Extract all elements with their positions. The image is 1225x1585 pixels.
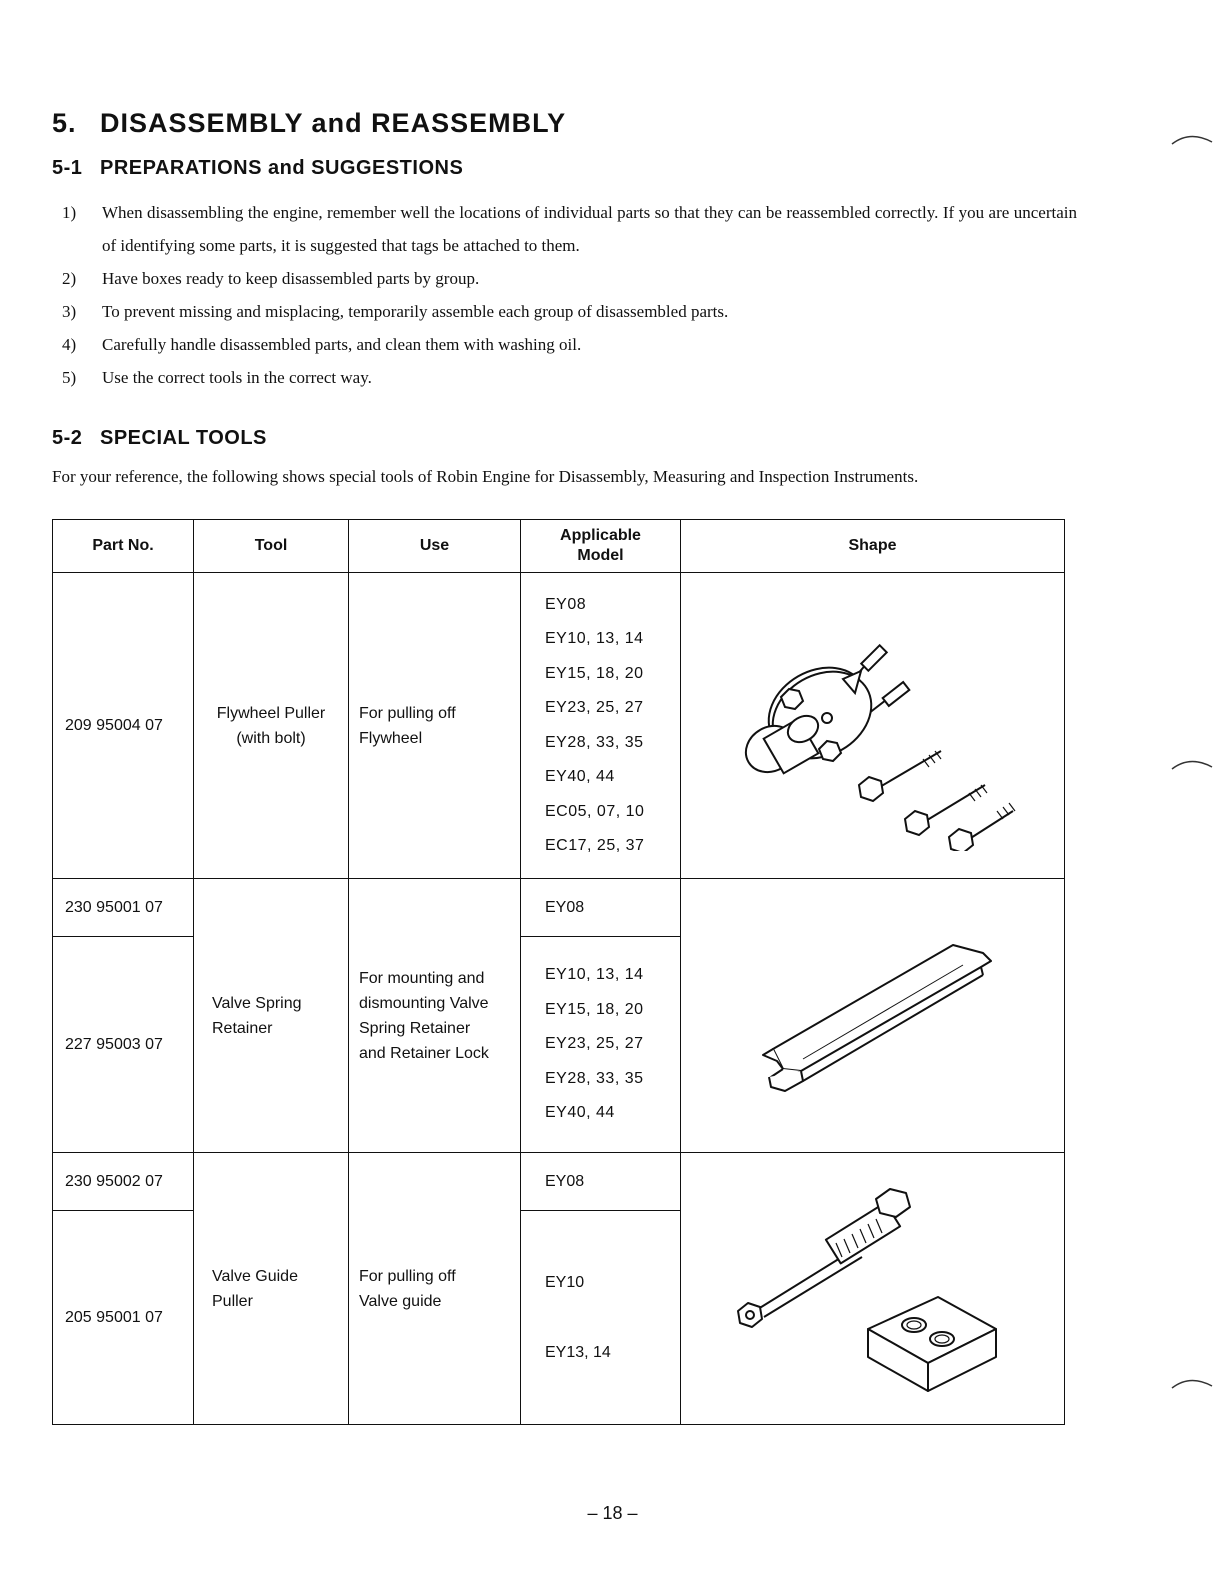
- models-cell: EY08: [521, 1153, 681, 1211]
- table-row: [53, 879, 1065, 937]
- models-cell: EY08: [521, 879, 681, 937]
- flywheel-puller-illustration: [723, 601, 1023, 851]
- models-cell: [521, 1211, 681, 1425]
- header-model-line: Applicable: [560, 527, 641, 544]
- use-line: For pulling off: [359, 1267, 456, 1285]
- subsection-number: 5-1: [52, 157, 83, 179]
- tool-cell: [194, 1153, 349, 1425]
- shape-cell: [681, 573, 1065, 879]
- tool-line: Valve Guide: [212, 1267, 298, 1285]
- list-text: Have boxes ready to keep disassembled parts by group.: [102, 269, 480, 288]
- model-item: EY40, 44: [545, 1104, 615, 1122]
- subsection-title: PREPARATIONS and SUGGESTIONS: [100, 157, 464, 179]
- model-item: EY23, 25, 27: [545, 699, 644, 716]
- subsection-title: SPECIAL TOOLS: [100, 427, 267, 449]
- model-item: EC17, 25, 37: [545, 837, 645, 854]
- list-item: [52, 328, 1077, 361]
- model-list: [545, 588, 680, 864]
- header-shape: Shape: [681, 520, 1065, 573]
- models-cell: [521, 937, 681, 1153]
- header-use: Use: [349, 520, 521, 573]
- section-heading: [52, 108, 566, 139]
- table-row: [53, 1153, 1065, 1211]
- list-text: Carefully handle disassembled parts, and clean them with washing oil.: [102, 335, 582, 354]
- use-line: Flywheel: [359, 729, 423, 747]
- tool-line: Flywheel Puller: [216, 704, 326, 722]
- list-item: [52, 361, 1077, 394]
- use-line: For pulling off: [359, 704, 456, 722]
- model-item: EY10: [545, 1273, 585, 1291]
- header-part-no: Part No.: [53, 520, 194, 573]
- part-number-cell: 230 95002 07: [53, 1153, 194, 1211]
- list-marker: 1): [62, 203, 77, 222]
- scan-edge-mark: [1170, 128, 1215, 148]
- list-text: Use the correct tools in the correct way.: [102, 368, 372, 387]
- section-title: DISASSEMBLY and REASSEMBLY: [100, 108, 567, 138]
- tool-line: Valve Spring: [212, 994, 302, 1012]
- table-row: [53, 573, 1065, 879]
- scan-edge-mark: [1170, 753, 1215, 773]
- model-item: EY15, 18, 20: [545, 664, 644, 682]
- use-cell: [349, 879, 521, 1153]
- subsection-heading-special-tools: [52, 427, 267, 450]
- header-model-line: Model: [577, 547, 624, 564]
- use-line: and Retainer Lock: [359, 1044, 489, 1062]
- model-item: EY08: [545, 595, 587, 613]
- list-marker: 2): [62, 269, 77, 288]
- model-item: EC05, 07, 10: [545, 802, 645, 820]
- list-text: To prevent missing and misplacing, temporarily assemble each group of disassembled parts.: [102, 302, 729, 321]
- list-marker: 3): [62, 302, 77, 321]
- shape-cell: [681, 879, 1065, 1153]
- suggestion-list: [52, 196, 1077, 394]
- use-line: Spring Retainer: [359, 1019, 471, 1037]
- use-cell: [349, 1153, 521, 1425]
- model-item: EY15, 18, 20: [545, 1000, 644, 1018]
- part-number-cell: 230 95001 07: [53, 879, 194, 937]
- valve-spring-retainer-illustration: [743, 931, 1003, 1101]
- tool-line: Retainer: [212, 1019, 273, 1037]
- models-cell: [521, 573, 681, 879]
- model-item: EY28, 33, 35: [545, 1069, 644, 1087]
- page-number: – 18 –: [587, 1503, 638, 1523]
- tool-line: (with bolt): [236, 729, 306, 747]
- use-line: For mounting and: [359, 969, 485, 987]
- header-tool: Tool: [194, 520, 349, 573]
- tool-cell: [194, 879, 349, 1153]
- header-applicable-model: [521, 520, 681, 573]
- list-marker: 5): [62, 368, 77, 387]
- tool-line: Puller: [212, 1292, 253, 1310]
- model-item: EY10, 13, 14: [545, 630, 644, 647]
- part-number-cell: 205 95001 07: [53, 1211, 194, 1425]
- list-item: [52, 262, 1077, 295]
- model-item: EY40, 44: [545, 768, 615, 785]
- model-item: EY23, 25, 27: [545, 1035, 644, 1053]
- model-list: [545, 958, 680, 1131]
- shape-cell: [681, 1153, 1065, 1425]
- section-number: 5.: [52, 108, 77, 138]
- valve-guide-puller-illustration: [728, 1179, 1018, 1399]
- model-item: EY28, 33, 35: [545, 733, 644, 751]
- scan-edge-mark: [1170, 1372, 1215, 1392]
- part-number-cell: 227 95003 07: [53, 937, 194, 1153]
- special-tools-table: [52, 519, 1065, 1425]
- table-header-row: [53, 520, 1065, 573]
- subsection-number: 5-2: [52, 427, 83, 449]
- use-line: Valve guide: [359, 1292, 442, 1310]
- part-number-cell: 209 95004 07: [53, 573, 194, 879]
- list-text: When disassembling the engine, remember well the locations of individual parts so that they can be reassembled correctly. If you are uncertain of identifying some parts, it is suggested that tags be attached to them.: [102, 203, 1077, 255]
- use-cell: [349, 573, 521, 879]
- subsection-heading-preparations: [52, 157, 463, 180]
- special-tools-intro: For your reference, the following shows special tools of Robin Engine for Disassembly, Measuring and Inspection Instruments.: [52, 467, 919, 486]
- model-item: EY10, 13, 14: [545, 966, 644, 984]
- tool-cell: [194, 573, 349, 879]
- list-item: [52, 196, 1077, 262]
- list-item: [52, 295, 1077, 328]
- list-marker: 4): [62, 335, 77, 354]
- model-item: EY13, 14: [545, 1343, 611, 1361]
- use-line: dismounting Valve: [359, 994, 489, 1012]
